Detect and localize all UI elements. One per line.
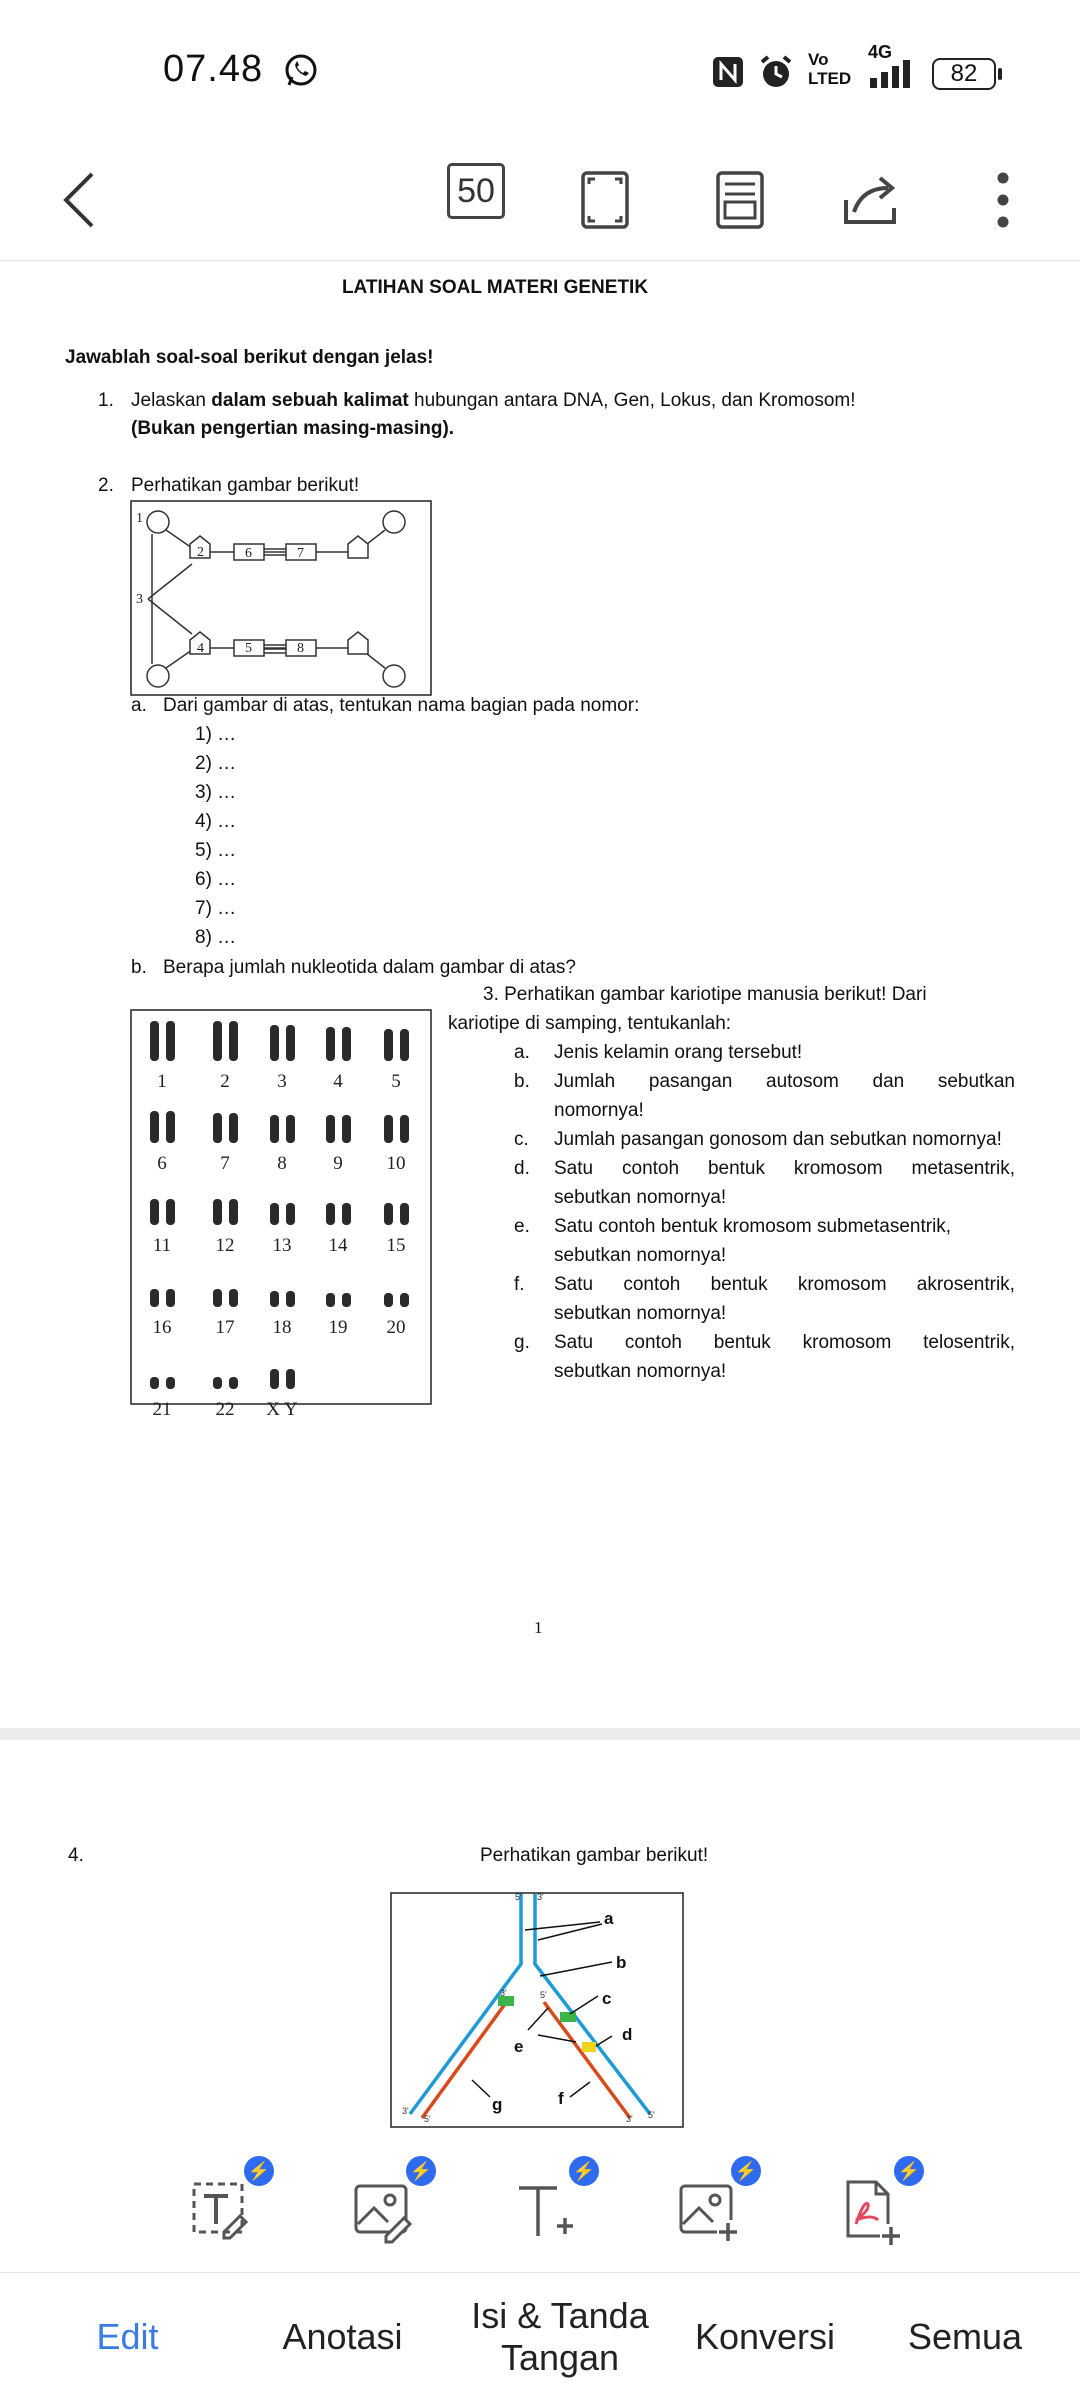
q2a-text: Dari gambar di atas, tentukan nama bagian pada nomor: [163, 695, 640, 716]
edit-tools-bar [0, 2140, 1080, 2270]
diagram-label-3: 3 [136, 592, 143, 607]
chromosome [270, 1369, 279, 1389]
chromosome [150, 1021, 159, 1061]
q1-number: 1. [98, 390, 114, 411]
q2-answer-item: 6) … [195, 869, 237, 890]
diagram-label-8: 8 [297, 641, 304, 656]
replication-label-e: e [514, 2037, 524, 2056]
diagram-label-4: 4 [197, 641, 204, 656]
diagram-label-5: 5 [245, 641, 252, 656]
karyotype-image [130, 1009, 432, 1420]
chromosome [150, 1289, 159, 1307]
q3-item-label: d. [514, 1158, 530, 1179]
karyotype-label: 19 [328, 1317, 348, 1338]
q3-line1: 3. Perhatikan gambar kariotipe manusia berikut! Dari [483, 984, 927, 1005]
chromosome [342, 1203, 351, 1225]
chromosome [229, 1113, 238, 1143]
chromosome [286, 1291, 295, 1307]
end-label-okazaki-2: 5' [540, 1990, 547, 2000]
dna-structure-diagram [130, 500, 432, 696]
karyotype-label: 22 [215, 1399, 235, 1420]
chromosome [326, 1027, 335, 1061]
document-view-icon [715, 170, 765, 230]
chromosome [229, 1021, 238, 1061]
q3-item-label: b. [514, 1071, 530, 1092]
chromosome [342, 1027, 351, 1061]
pro-badge: ⚡ [406, 2156, 436, 2186]
karyotype-label: 12 [215, 1235, 235, 1256]
q3-item-label: a. [514, 1042, 530, 1063]
q3-item-text: sebutkan nomornya! [554, 1187, 727, 1208]
replication-label-c: c [602, 1989, 612, 2008]
q3-line2: kariotipe di samping, tentukanlah: [448, 1013, 732, 1034]
q1-text: Jelaskan dalam sebuah kalimat hubungan antara DNA, Gen, Lokus, dan Kromosom! [131, 390, 856, 411]
share-icon [840, 170, 902, 230]
pro-badge: ⚡ [244, 2156, 274, 2186]
chromosome [326, 1293, 335, 1307]
share-button[interactable] [838, 162, 904, 238]
q2a-label: a. [131, 695, 147, 716]
q3-item-text: sebutkan nomornya! [554, 1361, 727, 1382]
q3-item-label: f. [514, 1274, 525, 1295]
chromosome [166, 1199, 175, 1225]
karyotype-label: 16 [152, 1317, 172, 1338]
nav-all[interactable]: Semua [907, 2316, 1023, 2357]
top-toolbar [0, 140, 1080, 261]
document-page-1 [0, 262, 1080, 1730]
add-image-tool[interactable] [667, 2161, 758, 2250]
diagram-label-2: 2 [197, 545, 204, 560]
q3-item-text: sebutkan nomornya! [554, 1303, 727, 1324]
q4-number: 4. [68, 1845, 84, 1866]
add-pdf-tool[interactable] [830, 2161, 921, 2250]
end-label-bottom-left-2: 5' [424, 2114, 431, 2124]
diagram-label-7: 7 [297, 546, 304, 561]
karyotype-label: 9 [333, 1153, 343, 1174]
q3-item-text: Jumlah pasangan gonosom dan sebutkan nomornya! [554, 1129, 1002, 1150]
more-options-button[interactable] [985, 162, 1021, 238]
q3-item-label: g. [514, 1332, 530, 1353]
nav-edit[interactable]: Edit [96, 2316, 159, 2357]
chromosome [384, 1203, 393, 1225]
chromosome [150, 1377, 159, 1389]
edit-text-tool[interactable] [180, 2161, 271, 2250]
chromosome [384, 1115, 393, 1143]
karyotype-label: 17 [215, 1317, 235, 1338]
battery-indicator: 82 [932, 58, 996, 90]
q3-item-label: e. [514, 1216, 530, 1237]
q2-answer-item: 5) … [195, 840, 237, 861]
whatsapp-icon [282, 52, 320, 90]
pro-badge: ⚡ [569, 2156, 599, 2186]
chromosome [270, 1025, 279, 1061]
reading-mode-button[interactable] [710, 162, 770, 238]
end-label-bottom-right-1: 3' [626, 2114, 633, 2124]
karyotype-label: 10 [386, 1153, 406, 1174]
chromosome [342, 1293, 351, 1307]
doc-instruction: Jawablah soal-soal berikut dengan jelas! [65, 347, 434, 368]
karyotype-label: 7 [220, 1153, 230, 1174]
q2-answer-item: 7) … [195, 898, 237, 919]
chromosome [166, 1111, 175, 1143]
q3-item-text: Jumlah pasangan autosom dan sebutkan [554, 1071, 1015, 1092]
karyotype-label: 5 [391, 1071, 401, 1092]
chromosome [213, 1113, 222, 1143]
replication-label-a: a [604, 1909, 614, 1928]
doc-title: LATIHAN SOAL MATERI GENETIK [341, 277, 649, 298]
replication-label-f: f [558, 2089, 564, 2108]
back-button[interactable] [50, 162, 110, 238]
chromosome [270, 1291, 279, 1307]
karyotype-label: 4 [333, 1071, 343, 1092]
q2b-text: Berapa jumlah nukleotida dalam gambar di atas? [163, 957, 576, 978]
dna-replication-diagram [390, 1892, 684, 2128]
q2-text: Perhatikan gambar berikut! [131, 475, 360, 496]
q2-answer-item: 1) … [195, 724, 237, 745]
page-number: 1 [534, 1618, 543, 1637]
chromosome [150, 1111, 159, 1143]
replication-label-b: b [616, 1953, 627, 1972]
q2-answer-item: 4) … [195, 811, 237, 832]
add-text-tool[interactable] [505, 2161, 596, 2250]
pro-badge: ⚡ [894, 2156, 924, 2186]
q2-answer-item: 3) … [195, 782, 237, 803]
chromosome [286, 1025, 295, 1061]
karyotype-label: 18 [272, 1317, 292, 1338]
chromosome [326, 1115, 335, 1143]
chromosome [150, 1199, 159, 1225]
chromosome [270, 1203, 279, 1225]
q2-answer-item: 8) … [195, 927, 237, 948]
chromosome [400, 1029, 409, 1061]
end-label-bottom-right-2: 5' [648, 2110, 655, 2120]
q3-item-text: Satu contoh bentuk kromosom submetasentrik, [554, 1216, 952, 1237]
q2b-label: b. [131, 957, 147, 978]
page-separator [0, 1728, 1080, 1740]
chromosome [229, 1289, 238, 1307]
chromosome [400, 1293, 409, 1307]
karyotype-label: 11 [152, 1235, 172, 1256]
karyotype-label: 21 [152, 1399, 172, 1420]
nav-annotate[interactable]: Anotasi [282, 2316, 403, 2357]
chromosome [400, 1115, 409, 1143]
q4-text: Perhatikan gambar berikut! [480, 1845, 709, 1866]
chromosome [384, 1293, 393, 1307]
chromosome [270, 1115, 279, 1143]
chromosome [342, 1115, 351, 1143]
alarm-icon [758, 54, 794, 90]
karyotype-label: 15 [386, 1235, 406, 1256]
karyotype-label: 1 [157, 1071, 167, 1092]
clock: 07.48 [163, 48, 264, 90]
end-label-okazaki-1: 3' [500, 1988, 507, 1998]
q3-item-text: Satu contoh bentuk kromosom akrosentrik, [554, 1274, 1015, 1295]
replication-label-d: d [622, 2025, 633, 2044]
diagram-label-6: 6 [245, 546, 252, 561]
chromosome [166, 1021, 175, 1061]
karyotype-label: 6 [157, 1153, 167, 1174]
q3-item-text: Satu contoh bentuk kromosom metasentrik, [554, 1158, 1015, 1179]
nfc-icon [712, 56, 744, 88]
end-label-top-right: 3' [537, 1892, 544, 1902]
karyotype-label: 20 [386, 1317, 406, 1338]
chromosome [286, 1115, 295, 1143]
fit-page-button[interactable] [575, 162, 635, 238]
chromosome [400, 1203, 409, 1225]
q3-item-text: Satu contoh bentuk kromosom telosentrik, [554, 1332, 1015, 1353]
bottom-navigation [0, 2272, 1080, 2401]
chromosome [286, 1203, 295, 1225]
end-label-top-left: 5' [515, 1892, 522, 1902]
chromosome [213, 1289, 222, 1307]
replication-label-g: g [492, 2095, 503, 2114]
chromosome [213, 1199, 222, 1225]
chromosome [286, 1369, 295, 1389]
signal-icon [868, 60, 916, 88]
q3-item-text: nomornya! [554, 1100, 644, 1121]
nav-fill-sign[interactable]: Isi & Tanda Tangan [471, 2295, 649, 2378]
karyotype-label: 13 [272, 1235, 292, 1256]
q2-answer-item: 2) … [195, 753, 237, 774]
back-arrow-icon [60, 170, 100, 230]
network-type: 4G [868, 42, 893, 62]
end-label-bottom-left-1: 3' [402, 2106, 409, 2116]
karyotype-label: 14 [328, 1235, 348, 1256]
status-bar [0, 0, 1080, 140]
diagram-label-1: 1 [136, 511, 143, 526]
chromosome [213, 1377, 222, 1389]
document-page-2 [0, 1740, 1080, 2140]
fit-screen-icon [580, 170, 630, 230]
chromosome [229, 1377, 238, 1389]
chromosome [213, 1021, 222, 1061]
chromosome [384, 1029, 393, 1061]
karyotype-label: 8 [277, 1153, 287, 1174]
karyotype-label: X Y [266, 1399, 298, 1420]
chromosome [229, 1199, 238, 1225]
q3-item-text: Jenis kelamin orang tersebut! [554, 1042, 803, 1063]
volte-label: Vo LTED [808, 50, 852, 88]
chromosome [166, 1289, 175, 1307]
nav-convert[interactable]: Konversi [694, 2316, 836, 2357]
q1-note: (Bukan pengertian masing-masing). [131, 418, 455, 439]
chromosome [166, 1377, 175, 1389]
q3-item-label: c. [514, 1129, 529, 1150]
karyotype-label: 2 [220, 1071, 230, 1092]
q2-number: 2. [98, 475, 114, 496]
pro-badge: ⚡ [731, 2156, 761, 2186]
more-vertical-icon [995, 170, 1011, 230]
edit-image-tool[interactable] [342, 2161, 433, 2250]
q3-item-text: sebutkan nomornya! [554, 1245, 727, 1266]
karyotype-label: 3 [277, 1071, 287, 1092]
page-count-badge[interactable]: 50 [447, 163, 505, 219]
chromosome [326, 1203, 335, 1225]
